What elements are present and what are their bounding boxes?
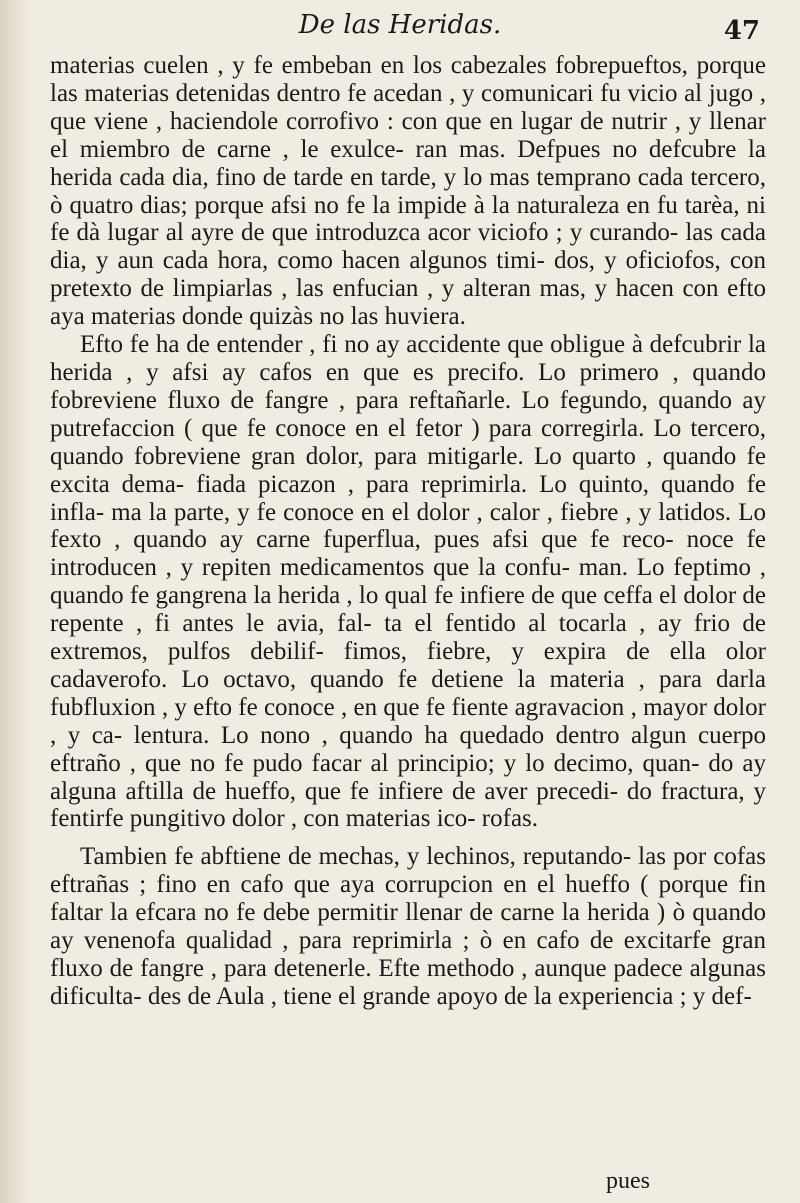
paragraph-2: Efto fe ha de entender , fi no ay accidente que obligue à defcubrir la herida , y afsi ay cafos en que es precifo. Lo primero , quando fobreviene fluxo de fangre , para reftañarle. Lo fegundo, quando ay putrefaccion ( que fe conoce en el fetor ) para corregirla. Lo tercero, quando fobreviene gran dolor, para mitigarle. Lo quarto , quando fe excita dema- fiada picazon , para reprimirla. Lo quinto, quando fe infla- ma la parte, y fe conoce en el dolor , calor , fiebre , y latidos. Lo fexto , quando ay carne fuperflua, pues afsi que fe reco- noce fe introducen , y repiten medicamentos que la confu- man. Lo feptimo , quando fe gangrena la herida , lo qual fe infiere de que ceffa el dolor de repente , fi antes le avia, fal- ta el fentido al tocarla , ay frio de extremos, pulfos debilif- fimos, fiebre, y expira de ella olor cadaverofo. Lo octavo, quando fe detiene la materia , para darla fubfluxion , y efto fe conoce , en que fe fiente agravacion , mayor dolor , y ca- lentura. Lo nono , quando ha quedado dentro algun cuerpo eftraño , que no fe pudo facar al principio; y lo decimo, quan- do ay alguna aftilla de hueffo, que fe infiere de aver precedi- do fractura, y fentirfe pungitivo dolor , con materias ico- rofas. — [50, 331, 766, 833]
catchword: pues — [606, 1168, 650, 1194]
page-header — [0, 8, 800, 48]
body-text — [50, 52, 766, 1011]
paragraph-gap — [50, 833, 766, 843]
page-binding-shadow — [0, 0, 30, 1203]
paragraph-1: materias cuelen , y fe embeban en los cabezales fobrepueftos, porque las materias detenidas dentro fe acedan , y comunicari fu vicio al jugo , que viene , haciendole corrofivo : con que en lugar de nutrir , y llenar el miembro de carne , le exulce- ran mas. Defpues no defcubre la herida cada dia, fino de tarde en tarde, y lo mas temprano cada tercero, ò quatro dias; porque afsi no fe la impide à la naturaleza en fu tarèa, ni fe dà lugar al ayre de que introduzca acor viciofo ; y curando- las cada dia, y aun cada hora, como hacen algunos timi- dos, y oficiofos, con pretexto de limpiarlas , las enfucian , y alteran mas, y hacen con efto aya materias donde quizàs no las huviera. — [50, 52, 766, 331]
running-title: De las Heridas. — [298, 10, 502, 40]
page-number: 47 — [723, 16, 760, 46]
paragraph-3: Tambien fe abftiene de mechas, y lechinos, reputando- las por cofas eftrañas ; fino en cafo que aya corrupcion en el hueffo ( porque fin faltar la efcara no fe debe permitir llenar de carne la herida ) ò quando ay venenofa qualidad , para reprimirla ; ò en cafo de excitarfe gran fluxo de fangre , para detenerle. Efte methodo , aunque padece algunas dificulta- des de Aula , tiene el grande apoyo de la experiencia ; y def- — [50, 843, 766, 1010]
